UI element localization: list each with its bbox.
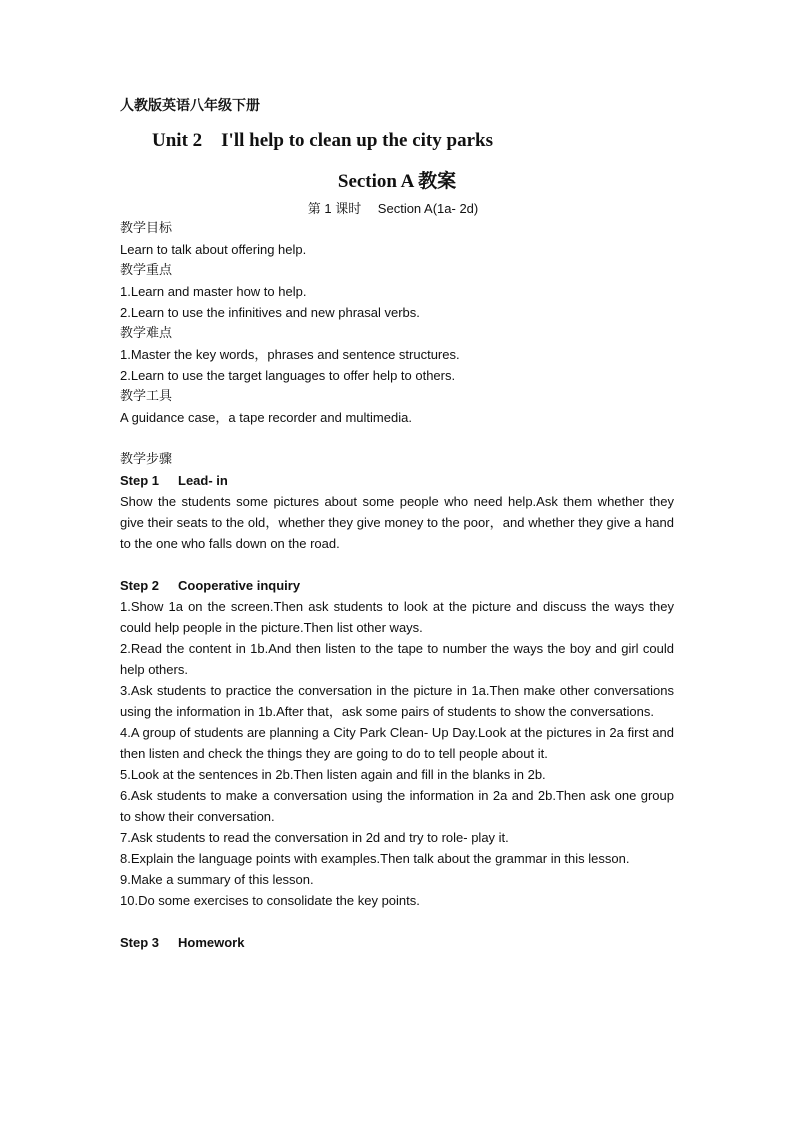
key-points-item: 1.Learn and master how to help. [120,284,307,299]
step-2-paragraph: 8.Explain the language points with examples.Then talk about the grammar in this lesson. [120,851,630,866]
difficulties-heading: 教学难点 [120,326,173,341]
step-2-paragraph: 4.A group of students are planning a City Park Clean- Up Day.Look at the pictures in 2a first and then listen and check the things they are going to do to tell people about it. [120,725,674,761]
step-2-paragraph: 3.Ask students to practice the conversation in the picture in 1a.Then make other conversations using the information in 1b.After that，ask some pairs of students to show the conversations. [120,683,674,719]
step-2-paragraph: 10.Do some exercises to consolidate the key points. [120,893,420,908]
step-3-title [120,932,674,953]
tools-heading: 教学工具 [120,389,173,404]
section-title: Section A 教案 [337,171,457,192]
step-1-paragraph: Show the students some pictures about some people who need help.Ask them whether they give their seats to the old，whether they give money to the poor，and whether they give a hand to the one who falls down on the road. [120,494,674,551]
objectives-item: Learn to talk about offering help. [120,242,307,257]
step-2-title [120,575,674,596]
unit-title: Unit 2 I'll help to clean up the city parks [152,130,493,151]
step-2-paragraph: 1.Show 1a on the screen.Then ask students to look at the picture and discuss the ways they could help people in the picture.Then list other ways. [120,599,674,635]
difficulties-item: 2.Learn to use the target languages to offer help to others. [120,368,456,383]
key-points-heading: 教学重点 [120,263,173,278]
difficulties-item: 1.Master the key words，phrases and sentence structures. [120,347,460,362]
step-1-title [120,470,674,491]
lesson-line: 第 1 课时 Section A(1a- 2d) [307,201,479,216]
step-2-paragraph: 9.Make a summary of this lesson. [120,872,314,887]
step-2-paragraph: 7.Ask students to read the conversation in 2d and try to role- play it. [120,830,509,845]
step-label: Step 3 [120,935,160,950]
step-name: Lead- in [178,473,228,488]
step-name: Homework [178,935,245,950]
objectives-heading: 教学目标 [120,221,173,236]
step-label: Step 1 [120,473,160,488]
key-points-item: 2.Learn to use the infinitives and new phrasal verbs. [120,305,420,320]
step-2-paragraph: 5.Look at the sentences in 2b.Then listen again and fill in the blanks in 2b. [120,767,546,782]
step-2-paragraph: 2.Read the content in 1b.And then listen to the tape to number the ways the boy and girl could help others. [120,641,674,677]
series-title: 人教版英语八年级下册 [120,99,260,114]
step-name: Cooperative inquiry [178,578,301,593]
tools-item: A guidance case，a tape recorder and multimedia. [120,410,412,425]
procedure-heading: 教学步骤 [120,452,173,467]
document-page [120,98,674,953]
step-label: Step 2 [120,578,160,593]
step-2-paragraph: 6.Ask students to make a conversation using the information in 2a and 2b.Then ask one group to show their conversation. [120,788,674,824]
